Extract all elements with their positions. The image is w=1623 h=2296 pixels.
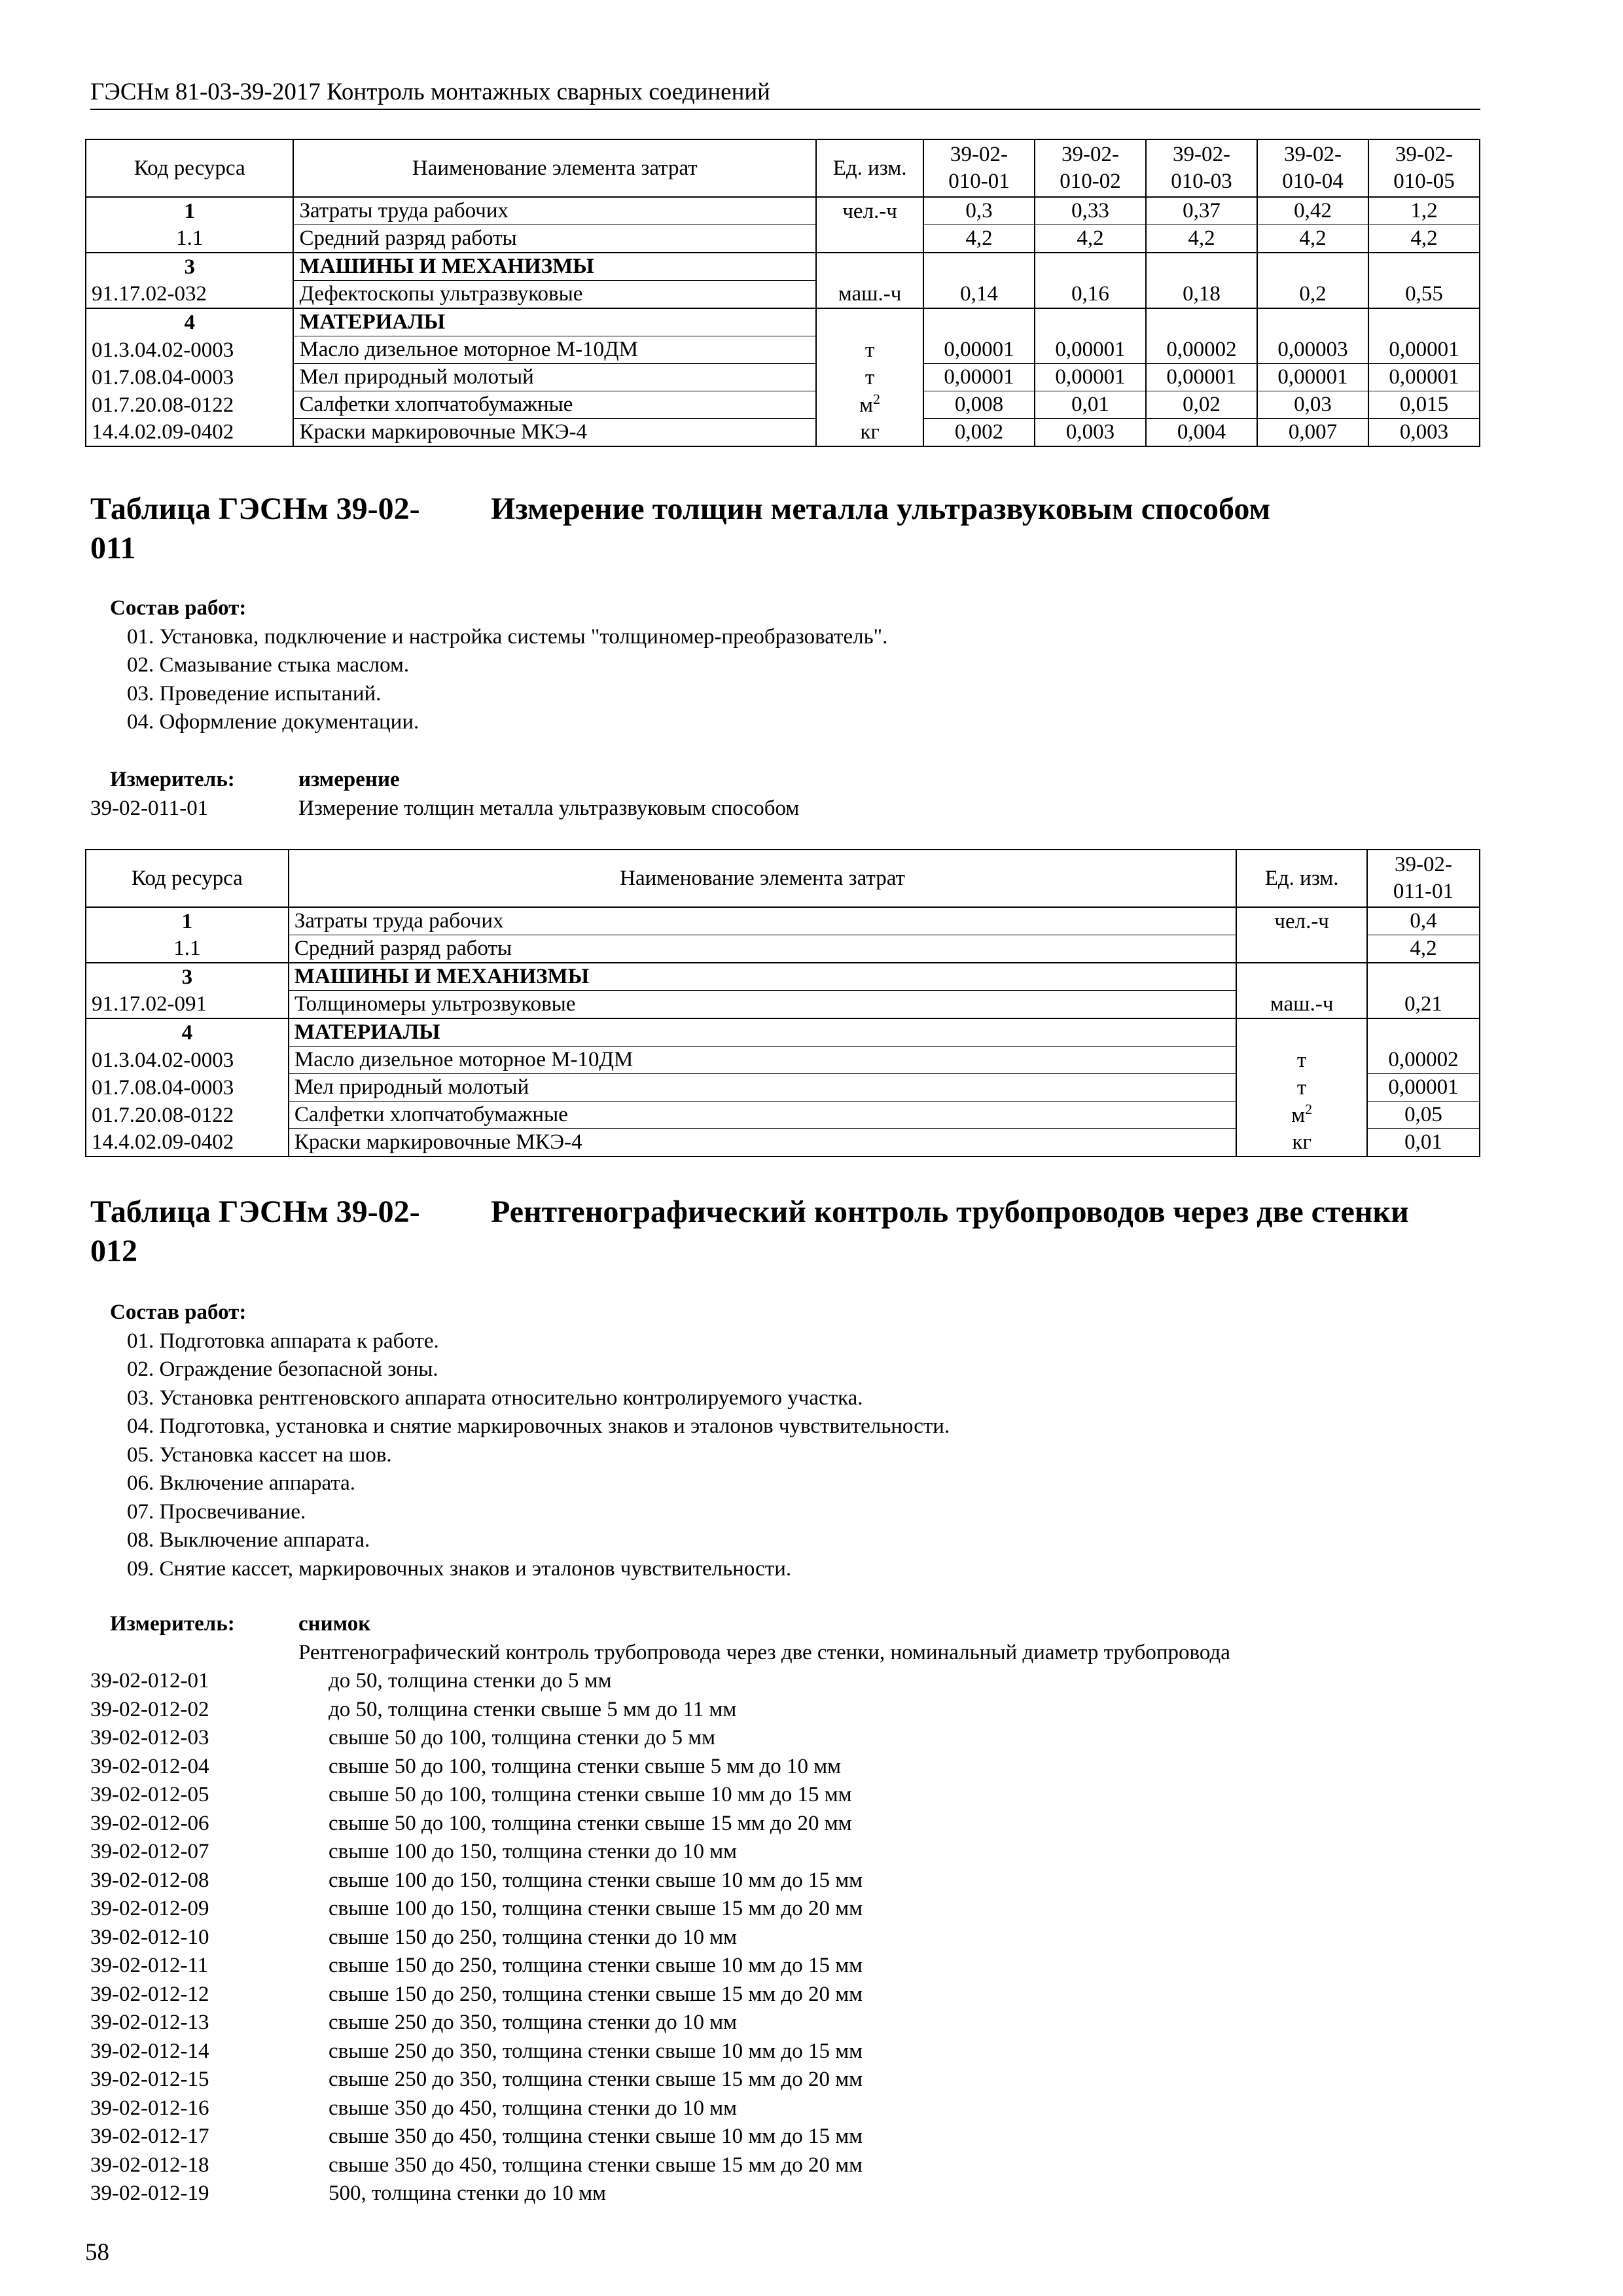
- column-header: Ед. изм.: [816, 139, 923, 197]
- resource-name: МАТЕРИАЛЫ: [289, 1018, 1236, 1047]
- measure-label: Измеритель:: [110, 768, 235, 791]
- norm-value: 0,00001: [1367, 1074, 1480, 1102]
- resource-name: Краски маркировочные МКЭ-4: [289, 1129, 1236, 1157]
- measure-item-text: свыше 350 до 450, толщина стенки до 10 мм: [329, 2096, 738, 2120]
- norm-value: 0,004: [1146, 419, 1257, 447]
- table-row: [86, 991, 1480, 1019]
- table-row: [86, 308, 1480, 336]
- measure-item-code: 39-02-012-14: [90, 2039, 209, 2063]
- work-item: 04. Подготовка, установка и снятие маркировочных знаков и эталонов чувствительности.: [127, 1414, 950, 1438]
- measure-item-code: 39-02-012-04: [90, 1754, 209, 1778]
- unit-text: маш.-ч: [1270, 992, 1334, 1016]
- norm-value: 0,00001: [1368, 364, 1480, 391]
- work-item: 01. Подготовка аппарата к работе.: [127, 1329, 439, 1353]
- resource-name: МАШИНЫ И МЕХАНИЗМЫ: [293, 253, 816, 281]
- measure-item-code: 39-02-012-11: [90, 1954, 209, 1977]
- resource-name: МАШИНЫ И МЕХАНИЗМЫ: [289, 963, 1236, 991]
- resource-code: 91.17.02-091: [86, 991, 289, 1019]
- measure-item-code: 39-02-012-09: [90, 1897, 209, 1920]
- norm-value: 0,01: [1035, 391, 1146, 419]
- norm-value: 4,2: [1257, 225, 1368, 253]
- norm-value: 1,2: [1368, 197, 1480, 225]
- measure-block-011: [90, 766, 1480, 823]
- measure-unit: снимок: [298, 1612, 371, 1636]
- column-header: Наименование элемента затрат: [289, 850, 1236, 907]
- measure-item: [90, 2066, 1480, 2094]
- unit-text: чел.-ч: [842, 199, 897, 223]
- measure-item-text: свыше 350 до 450, толщина стенки свыше 15 мм до 20 мм: [329, 2153, 863, 2177]
- resource-name: Средний разряд работы: [293, 225, 816, 253]
- measure-item-code: 39-02-012-10: [90, 1925, 209, 1949]
- measure-item-code: 39-02-012-03: [90, 1726, 209, 1749]
- norm-value: 0,01: [1367, 1129, 1480, 1157]
- measure-item-text: свыше 150 до 250, толщина стенки свыше 15 мм до 20 мм: [329, 1982, 863, 2006]
- resource-name: Мел природный молотый: [293, 364, 816, 391]
- unit-text: чел.-ч: [1274, 909, 1329, 933]
- resource-name: Мел природный молотый: [289, 1074, 1236, 1102]
- measure-item-code: 39-02-012-05: [90, 1783, 209, 1806]
- measure-item: [90, 1753, 1480, 1782]
- resource-code: 4: [86, 1018, 289, 1047]
- measure-item-code: 39-02-012-18: [90, 2153, 209, 2177]
- norm-value: [1146, 253, 1257, 281]
- measure-item-text: свыше 100 до 150, толщина стенки свыше 10 мм до 15 мм: [329, 1868, 863, 1892]
- column-header: 39-02- 010-04: [1257, 139, 1368, 197]
- resource-name: МАТЕРИАЛЫ: [293, 308, 816, 336]
- resource-unit: [816, 391, 923, 419]
- norm-value: [923, 253, 1035, 281]
- measure-item-code: 39-02-012-19: [90, 2181, 209, 2205]
- resource-name: Затраты труда рабочих: [293, 197, 816, 225]
- unit-text: т: [865, 365, 875, 389]
- measure-item: [90, 2123, 1480, 2151]
- resource-unit: [816, 308, 923, 336]
- norm-value: 0,00002: [1367, 1047, 1480, 1074]
- header-rule: [90, 109, 1480, 110]
- norm-value: [1368, 253, 1480, 281]
- resource-unit: [816, 364, 923, 391]
- norm-value: [1146, 308, 1257, 336]
- measure-item: [90, 1696, 1480, 1725]
- measure-block-012: [90, 1610, 1480, 2208]
- resource-unit: [1236, 1047, 1367, 1074]
- norm-value: 0,00001: [1035, 336, 1146, 364]
- measure-item-text: свыше 250 до 350, толщина стенки до 10 мм: [329, 2011, 738, 2034]
- measure-item-text: свыше 150 до 250, толщина стенки до 10 мм: [329, 1925, 738, 1949]
- measure-item-code: 39-02-012-13: [90, 2011, 209, 2034]
- work-composition-label: Состав работ:: [110, 1300, 247, 1324]
- resource-code: 14.4.02.09-0402: [86, 1129, 289, 1157]
- unit-text: т: [865, 338, 875, 362]
- measure-item: [90, 1924, 1480, 1952]
- resource-unit: [816, 253, 923, 281]
- column-header: 39-02- 011-01: [1367, 850, 1480, 907]
- measure-intro: Рентгенографический контроль трубопровода через две стенки, номинальный диаметр трубопровода: [298, 1640, 1230, 1664]
- norm-value: 0,003: [1035, 419, 1146, 447]
- table-row: [86, 1074, 1480, 1102]
- table-row: [86, 419, 1480, 447]
- measure-item: [90, 1867, 1480, 1895]
- resource-name: Краски маркировочные МКЭ-4: [293, 419, 816, 447]
- measure-item: [90, 795, 1480, 823]
- resource-unit: [816, 281, 923, 309]
- norm-value: 0,42: [1257, 197, 1368, 225]
- measure-item-text: свыше 350 до 450, толщина стенки свыше 10 мм до 15 мм: [329, 2125, 863, 2148]
- measure-item-code: 39-02-012-16: [90, 2096, 209, 2120]
- norm-value: 0,007: [1257, 419, 1368, 447]
- resource-name: Толщиномеры ультрозвуковые: [289, 991, 1236, 1019]
- norm-value: [1035, 308, 1146, 336]
- norm-value: 0,002: [923, 419, 1035, 447]
- norm-value: 0,2: [1257, 281, 1368, 309]
- norm-value: 0,008: [923, 391, 1035, 419]
- work-composition-label: Состав работ:: [110, 596, 247, 620]
- table-row: [86, 336, 1480, 364]
- work-item: 03. Проведение испытаний.: [127, 681, 382, 706]
- measure-item-text: до 50, толщина стенки до 5 мм: [329, 1669, 612, 1693]
- resource-code: 01.3.04.02-0003: [86, 336, 293, 364]
- table-row: [86, 281, 1480, 309]
- table-title-name: Рентгенографический контроль трубопроводов через две стенки: [491, 1194, 1409, 1229]
- column-header: Ед. изм.: [1236, 850, 1367, 907]
- measure-item-text: 500, толщина стенки до 10 мм: [329, 2181, 607, 2205]
- resource-unit: [1236, 1018, 1367, 1047]
- unit-text: т: [1296, 1075, 1307, 1100]
- unit-text: м: [859, 393, 874, 417]
- page-number: 58: [85, 2239, 109, 2266]
- resource-code: 01.7.20.08-0122: [86, 1102, 289, 1129]
- work-item: 07. Просвечивание.: [127, 1499, 306, 1524]
- resource-name: Салфетки хлопчатобумажные: [293, 391, 816, 419]
- resource-unit: [1236, 1074, 1367, 1102]
- unit-text: м: [1291, 1103, 1306, 1127]
- measure-item-text: свыше 50 до 100, толщина стенки свыше 15 мм до 20 мм: [329, 1811, 852, 1835]
- resource-table-010: [85, 139, 1480, 447]
- resource-unit: [1236, 963, 1367, 991]
- measure-item-text: свыше 100 до 150, толщина стенки до 10 мм: [329, 1840, 738, 1863]
- work-item: 05. Установка кассет на шов.: [127, 1443, 392, 1467]
- norm-value: 0,00001: [1257, 364, 1368, 391]
- measure-item: [90, 2094, 1480, 2123]
- table-header-row: [86, 139, 1480, 197]
- measure-item-code: 39-02-012-06: [90, 1811, 209, 1835]
- table-header-row: [86, 850, 1480, 907]
- resource-unit: [1236, 935, 1367, 963]
- resource-code: 4: [86, 308, 293, 336]
- unit-superscript: 2: [1305, 1100, 1313, 1117]
- norm-value: [1257, 253, 1368, 281]
- measure-item: [90, 1838, 1480, 1867]
- resource-unit: [1236, 991, 1367, 1019]
- column-header: 39-02- 010-02: [1035, 139, 1146, 197]
- norm-value: 0,003: [1368, 419, 1480, 447]
- measure-item: [90, 1895, 1480, 1924]
- measure-item-text: свыше 50 до 100, толщина стенки свыше 10 мм до 15 мм: [329, 1783, 852, 1806]
- resource-unit: [1236, 907, 1367, 935]
- column-header: 39-02- 010-03: [1146, 139, 1257, 197]
- resource-unit: [1236, 1102, 1367, 1129]
- measure-item: [90, 1810, 1480, 1839]
- resource-code: 1: [86, 197, 293, 225]
- norm-value: [923, 308, 1035, 336]
- measure-item-code: 39-02-012-01: [90, 1669, 209, 1693]
- measure-item: [90, 1981, 1480, 2009]
- resource-code: 14.4.02.09-0402: [86, 419, 293, 447]
- measure-item-text: свыше 250 до 350, толщина стенки свыше 10 мм до 15 мм: [329, 2039, 863, 2063]
- norm-value: 0,21: [1367, 991, 1480, 1019]
- unit-text: кг: [860, 420, 880, 444]
- table-row: [86, 1129, 1480, 1157]
- table-row: [86, 391, 1480, 419]
- measure-item: [90, 1952, 1480, 1981]
- work-item: 06. Включение аппарата.: [127, 1471, 356, 1495]
- norm-value: 0,03: [1257, 391, 1368, 419]
- resource-code: 01.7.08.04-0003: [86, 364, 293, 391]
- norm-value: 4,2: [1368, 225, 1480, 253]
- resource-code: 91.17.02-032: [86, 281, 293, 309]
- measure-item: [90, 1724, 1480, 1753]
- resource-name: Затраты труда рабочих: [289, 907, 1236, 935]
- measure-label: Измеритель:: [110, 1612, 235, 1636]
- resource-name: Салфетки хлопчатобумажные: [289, 1102, 1236, 1129]
- column-header: 39-02- 010-05: [1368, 139, 1480, 197]
- norm-value: 4,2: [1035, 225, 1146, 253]
- work-item: 01. Установка, подключение и настройка системы "толщиномер-преобразователь".: [127, 624, 888, 649]
- norm-value: 0,55: [1368, 281, 1480, 309]
- measure-item-text: до 50, толщина стенки свыше 5 мм до 11 мм: [329, 1697, 737, 1721]
- norm-value: [1368, 308, 1480, 336]
- table-title-number: Таблица ГЭСНм 39-02- 012: [90, 1194, 420, 1268]
- measure-item: [90, 2151, 1480, 2180]
- norm-value: [1367, 1018, 1480, 1047]
- column-header: Код ресурса: [86, 850, 289, 907]
- table-row: [86, 907, 1480, 935]
- table-row: [86, 935, 1480, 963]
- measure-item-code: 39-02-012-12: [90, 1982, 209, 2006]
- norm-value: 0,37: [1146, 197, 1257, 225]
- measure-unit: измерение: [298, 768, 400, 791]
- norm-value: [1367, 963, 1480, 991]
- norm-value: 0,00001: [923, 364, 1035, 391]
- table-row: [86, 225, 1480, 253]
- resource-code: 1.1: [86, 225, 293, 253]
- norm-value: 0,00001: [1368, 336, 1480, 364]
- norm-value: 4,2: [1367, 935, 1480, 963]
- unit-text: кг: [1292, 1130, 1311, 1154]
- work-item: 02. Смазывание стыка маслом.: [127, 653, 410, 677]
- measure-item: [90, 1667, 1480, 1696]
- work-item: 03. Установка рентгеновского аппарата относительно контролируемого участка.: [127, 1386, 863, 1410]
- measure-item-code: 39-02-012-07: [90, 1840, 209, 1863]
- table-title-number: Таблица ГЭСНм 39-02- 011: [90, 492, 420, 565]
- norm-value: 4,2: [923, 225, 1035, 253]
- resource-code: 3: [86, 253, 293, 281]
- norm-value: 0,16: [1035, 281, 1146, 309]
- measure-item-code: 39-02-012-02: [90, 1697, 209, 1721]
- norm-value: 0,14: [923, 281, 1035, 309]
- resource-table-011: [85, 849, 1480, 1157]
- measure-item-text: свыше 150 до 250, толщина стенки свыше 10 мм до 15 мм: [329, 1954, 863, 1977]
- resource-unit: [816, 419, 923, 447]
- norm-value: [1257, 308, 1368, 336]
- measure-item-code: 39-02-012-08: [90, 1868, 209, 1892]
- work-composition-012: [90, 1299, 1480, 1583]
- resource-unit: [816, 336, 923, 364]
- norm-value: 0,00002: [1146, 336, 1257, 364]
- measure-item-text: свыше 50 до 100, толщина стенки до 5 мм: [329, 1726, 716, 1749]
- work-composition-011: [90, 594, 1480, 737]
- resource-code: 01.3.04.02-0003: [86, 1047, 289, 1074]
- resource-name: Масло дизельное моторное М-10ДМ: [293, 336, 816, 364]
- measure-item: [90, 2037, 1480, 2066]
- measure-item-text: свыше 250 до 350, толщина стенки свыше 15 мм до 20 мм: [329, 2068, 863, 2091]
- resource-code: 01.7.08.04-0003: [86, 1074, 289, 1102]
- measure-item: [90, 2179, 1480, 2208]
- unit-superscript: 2: [873, 390, 881, 407]
- resource-code: 1: [86, 907, 289, 935]
- table-row: [86, 253, 1480, 281]
- running-header: ГЭСНм 81-03-39-2017 Контроль монтажных сварных соединений: [90, 79, 770, 105]
- resource-code: 01.7.20.08-0122: [86, 391, 293, 419]
- norm-value: 0,00001: [1035, 364, 1146, 391]
- resource-unit: [816, 197, 923, 225]
- column-header: Наименование элемента затрат: [293, 139, 816, 197]
- column-header: 39-02- 010-01: [923, 139, 1035, 197]
- resource-unit: [816, 225, 923, 253]
- measure-item-code: 39-02-012-15: [90, 2068, 209, 2091]
- norm-value: 0,00003: [1257, 336, 1368, 364]
- work-item: 09. Снятие кассет, маркировочных знаков и эталонов чувствительности.: [127, 1556, 792, 1581]
- resource-code: 1.1: [86, 935, 289, 963]
- norm-value: 0,3: [923, 197, 1035, 225]
- resource-unit: [1236, 1129, 1367, 1157]
- norm-value: 0,015: [1368, 391, 1480, 419]
- measure-item-code: 39-02-012-17: [90, 2125, 209, 2148]
- norm-value: 4,2: [1146, 225, 1257, 253]
- norm-value: 0,00001: [1146, 364, 1257, 391]
- norm-value: 0,33: [1035, 197, 1146, 225]
- norm-value: [1035, 253, 1146, 281]
- work-item: 08. Выключение аппарата.: [127, 1528, 370, 1552]
- norm-value: 0,4: [1367, 907, 1480, 935]
- table-row: [86, 364, 1480, 391]
- resource-name: Масло дизельное моторное М-10ДМ: [289, 1047, 1236, 1074]
- norm-value: 0,00001: [923, 336, 1035, 364]
- measure-item-text: свыше 100 до 150, толщина стенки свыше 15 мм до 20 мм: [329, 1897, 863, 1920]
- unit-text: маш.-ч: [838, 282, 902, 306]
- table-row: [86, 963, 1480, 991]
- norm-value: 0,05: [1367, 1102, 1480, 1129]
- work-item: 02. Ограждение безопасной зоны.: [127, 1357, 438, 1381]
- unit-text: т: [1296, 1048, 1307, 1072]
- table-row: [86, 1018, 1480, 1047]
- table-title-name: Измерение толщин металла ультразвуковым способом: [491, 492, 1271, 526]
- table-row: [86, 1102, 1480, 1129]
- work-item: 04. Оформление документации.: [127, 710, 419, 734]
- resource-code: 3: [86, 963, 289, 991]
- measure-item-text: Измерение толщин металла ультразвуковым способом: [298, 796, 800, 820]
- resource-name: Дефектоскопы ультразвуковые: [293, 281, 816, 309]
- resource-name: Средний разряд работы: [289, 935, 1236, 963]
- measure-item: [90, 2009, 1480, 2037]
- column-header: Код ресурса: [86, 139, 293, 197]
- measure-item-text: свыше 50 до 100, толщина стенки свыше 5 мм до 10 мм: [329, 1754, 841, 1778]
- norm-value: 0,02: [1146, 391, 1257, 419]
- norm-value: 0,18: [1146, 281, 1257, 309]
- measure-item: [90, 1781, 1480, 1810]
- table-row: [86, 197, 1480, 225]
- table-row: [86, 1047, 1480, 1074]
- measure-item-code: 39-02-011-01: [90, 796, 209, 820]
